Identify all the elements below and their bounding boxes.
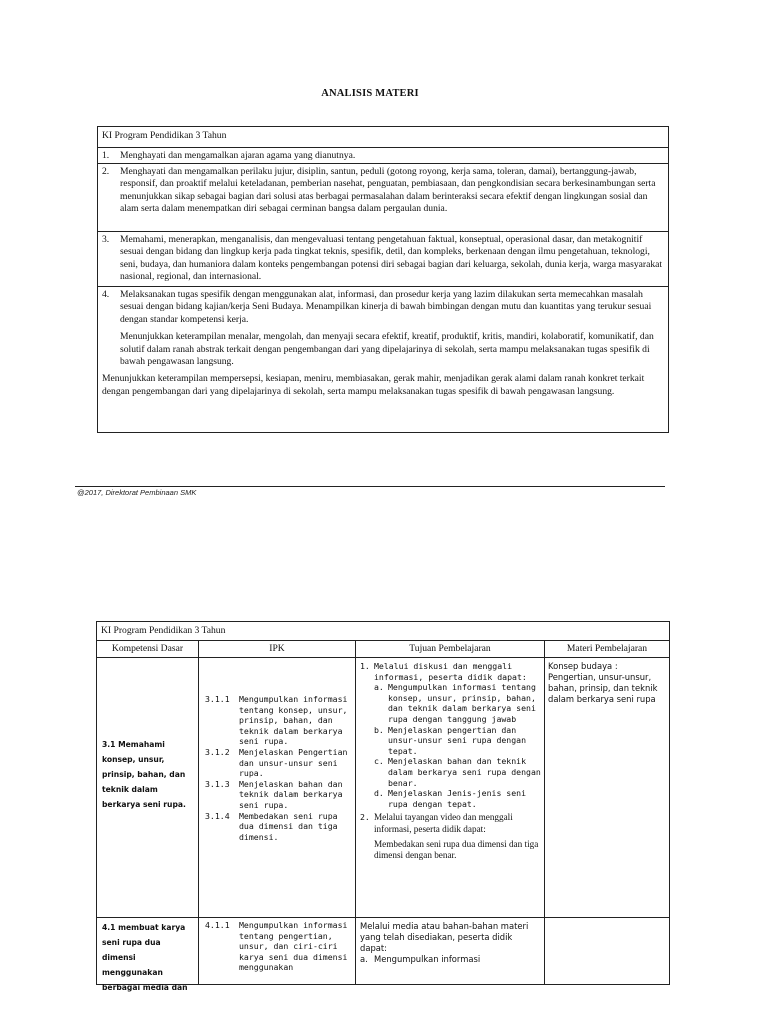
ipk-text: Mengumpulkan informasi tentang konsep, unsur, prinsip, bahan, dan teknik dalam berkarya seni rupa. (239, 694, 348, 747)
ipk-number: 4.1.1 (205, 920, 230, 930)
ki-item-2 (98, 164, 668, 232)
ipk-cell-3-1 (199, 658, 355, 918)
ki-item-1 (98, 148, 668, 164)
ki-item-4-paragraph-2: Menunjukkan keterampilan menalar, mengolah, dan menyaji secara efektif, kreatif, produktif, kritis, mandiri, kolaboratif, komunikatif, dan solutif dalam ranah abstrak terkait dengan pengembangan dari yang dipelajarinya di sekolah, serta mampu melaksanakan tugas spesifik di bawah pengawasan langsung. (120, 331, 654, 368)
ki-table (97, 126, 669, 433)
tujuan-cell-3-1 (356, 658, 544, 918)
ipk-text: Membedakan seni rupa dua dimensi dan tiga dimensi. (239, 810, 338, 842)
footer-copyright: @2017, Direktorat Pembinaan SMK (77, 488, 197, 497)
ipk-cell-4-1 (199, 918, 355, 984)
ipk-number: 3.1.3 (205, 778, 230, 789)
tujuan-sub-item (360, 682, 541, 724)
kd-text: 4.1 membuat karya seni rupa dua dimensi menggunakan berbagai media dan (102, 923, 188, 992)
ki-item-text: Memahami, menerapkan, menganalisis, dan mengevaluasi tentang pengetahuan faktual, konseptual, operasional dasar, dan metakognitif sesuai dengan bidang dan lingkup kerja pada tingkat teknis, spesifik, detil, dan kompleks, berkenaan dengan ilmu pengetahuan, teknologi, seni, budaya, dan humaniora dalam konteks pengembangan potensi diri sebagai bagian dari keluarga, sekolah, dunia kerja, warga masyarakat nasional, regional, dan internasional. (120, 234, 663, 283)
ipk-item (199, 920, 355, 973)
kd-table-grid (97, 641, 669, 992)
tujuan-item-2 (360, 812, 541, 835)
column-kompetensi-dasar (97, 641, 199, 992)
ki-item-number: 3. (102, 234, 110, 245)
page-title: ANALISIS MATERI (321, 88, 419, 99)
ipk-text: Mengumpulkan informasi tentang pengertian, unsur, dan ciri-ciri karya seni dua dimensi menggunakan (239, 920, 348, 973)
kd-cell-3-1 (97, 658, 198, 918)
tujuan-text: Melalui diskusi dan menggali informasi, peserta didik dapat: (374, 661, 527, 682)
tujuan-text: Melalui tayangan video dan menggali informasi, peserta didik dapat: (374, 812, 513, 834)
ipk-list (199, 694, 355, 842)
tujuan-sub-item (360, 954, 540, 965)
ipk-text: Menjelaskan Pengertian dan unsur-unsur seni rupa. (239, 746, 348, 779)
tujuan-sub-text: Mengumpulkan informasi (374, 954, 481, 964)
ki-item-number: 2. (102, 166, 110, 177)
materi-text: Konsep budaya : Pengertian, unsur-unsur, bahan, prinsip, dan teknik dalam berkarya seni rupa (548, 661, 658, 704)
column-header: IPK (199, 641, 355, 658)
tujuan-sub-item (360, 725, 541, 757)
ki-item-3 (98, 232, 668, 287)
column-header: Materi Pembelajaran (545, 641, 669, 658)
tujuan-sub-letter: b. (374, 724, 384, 735)
tujuan-sub-text: Mengumpulkan informasi tentang konsep, unsur, prinsip, bahan, dan teknik dalam berkarya seni rupa dengan tanggung jawab (388, 682, 536, 724)
kd-table-header: KI Program Pendidikan 3 Tahun (97, 622, 669, 641)
ipk-number: 3.1.1 (205, 694, 230, 704)
tujuan-sub-item (360, 788, 541, 809)
ki-table-header: KI Program Pendidikan 3 Tahun (98, 127, 668, 148)
ipk-item (199, 747, 355, 779)
ipk-item (199, 694, 355, 747)
column-ipk (199, 641, 356, 984)
tujuan-sub-text: Menjelaskan bahan dan teknik dalam berkarya seni rupa dengan benar. (388, 756, 541, 788)
tujuan-sub-letter: c. (374, 756, 384, 767)
tujuan-cell-4-1 (356, 918, 544, 984)
kd-table (96, 621, 670, 992)
tujuan-number: 1. (360, 661, 370, 671)
tujuan-number: 2. (360, 812, 370, 823)
tujuan-sub-text: Menjelaskan pengertian dan unsur-unsur seni rupa dengan tepat. (388, 724, 527, 756)
tujuan-list (356, 658, 544, 862)
tujuan-sub-text: Menjelaskan Jenis-jenis seni rupa dengan tepat. (388, 788, 527, 809)
ipk-number: 3.1.4 (205, 810, 230, 821)
ipk-list (199, 920, 355, 973)
column-tujuan-pembelajaran (356, 641, 545, 984)
ki-item-4 (98, 287, 668, 432)
ipk-item (199, 811, 355, 843)
tujuan-list (356, 918, 544, 968)
ki-item-4-main (102, 289, 664, 326)
ipk-number: 3.1.2 (205, 746, 230, 757)
column-materi-pembelajaran (545, 641, 669, 984)
ki-item-text: Menghayati dan mengamalkan perilaku jujur, disiplin, santun, peduli (gotong royong, kerja sama, toleran, damai), bertanggung-jawab, responsif, dan proaktif melalui keteladanan, pemberian nasehat, penguatan, pembiasaan, dan pengkondisian secara berkesinambungan serta menunjukkan sikap sebagai bagian dari solusi atas berbagai permasalahan dalam berinteraksi secara efektif dengan lingkungan sosial dan alam serta dalam menempatkan diri sebagai cerminan bangsa dalam pergaulan dunia. (120, 166, 656, 215)
column-header: Tujuan Pembelajaran (356, 641, 544, 658)
ki-item-number: 1. (102, 150, 110, 161)
materi-cell-4-1 (545, 918, 669, 984)
ipk-text: Menjelaskan bahan dan teknik dalam berkarya seni rupa. (239, 778, 343, 810)
ki-item-text: Menghayati dan mengamalkan ajaran agama yang dianutnya. (120, 150, 356, 161)
tujuan-sub-letter: a. (360, 954, 368, 964)
tujuan-sub-item (360, 756, 541, 788)
kd-text: 3.1 Memahami konsep, unsur, prinsip, bahan, dan teknik dalam berkarya seni rupa. (102, 740, 186, 809)
materi-cell-3-1 (545, 658, 669, 918)
ki-item-text: Melaksanakan tugas spesifik dengan menggunakan alat, informasi, dan prosedur kerja yang lazim dilakukan serta memecahkan masalah sesuai dengan bidang kajian/kerja Seni Budaya. Menampilkan kinerja di bawah bimbingan dengan mutu dan kuantitas yang terukur sesuai dengan standar kompetensi kerja. (120, 289, 652, 325)
tujuan-sub-letter: a. (374, 682, 384, 693)
tujuan-text: Melalui media atau bahan-bahan materi yang telah disediakan, peserta didik dapat: (360, 921, 529, 953)
tujuan-item-2-detail: Membedakan seni rupa dua dimensi dan tiga dimensi dengan benar. (374, 838, 539, 861)
tujuan-item-1 (360, 661, 541, 682)
tujuan-sub-letter: d. (374, 788, 384, 799)
footer-divider (75, 486, 665, 487)
ki-item-4-paragraph-3: Menunjukkan keterampilan mempersepsi, kesiapan, meniru, membiasakan, gerak mahir, menjadikan gerak alami dalam ranah konkret terkait dengan pengembangan dari yang dipelajarinya di sekolah, serta mampu melaksanakan tugas spesifik di bawah pengawasan langsung. (102, 373, 645, 397)
ki-item-number: 4. (102, 289, 110, 300)
ipk-item (199, 779, 355, 811)
kd-cell-4-1 (97, 918, 198, 992)
column-header: Kompetensi Dasar (97, 641, 198, 658)
